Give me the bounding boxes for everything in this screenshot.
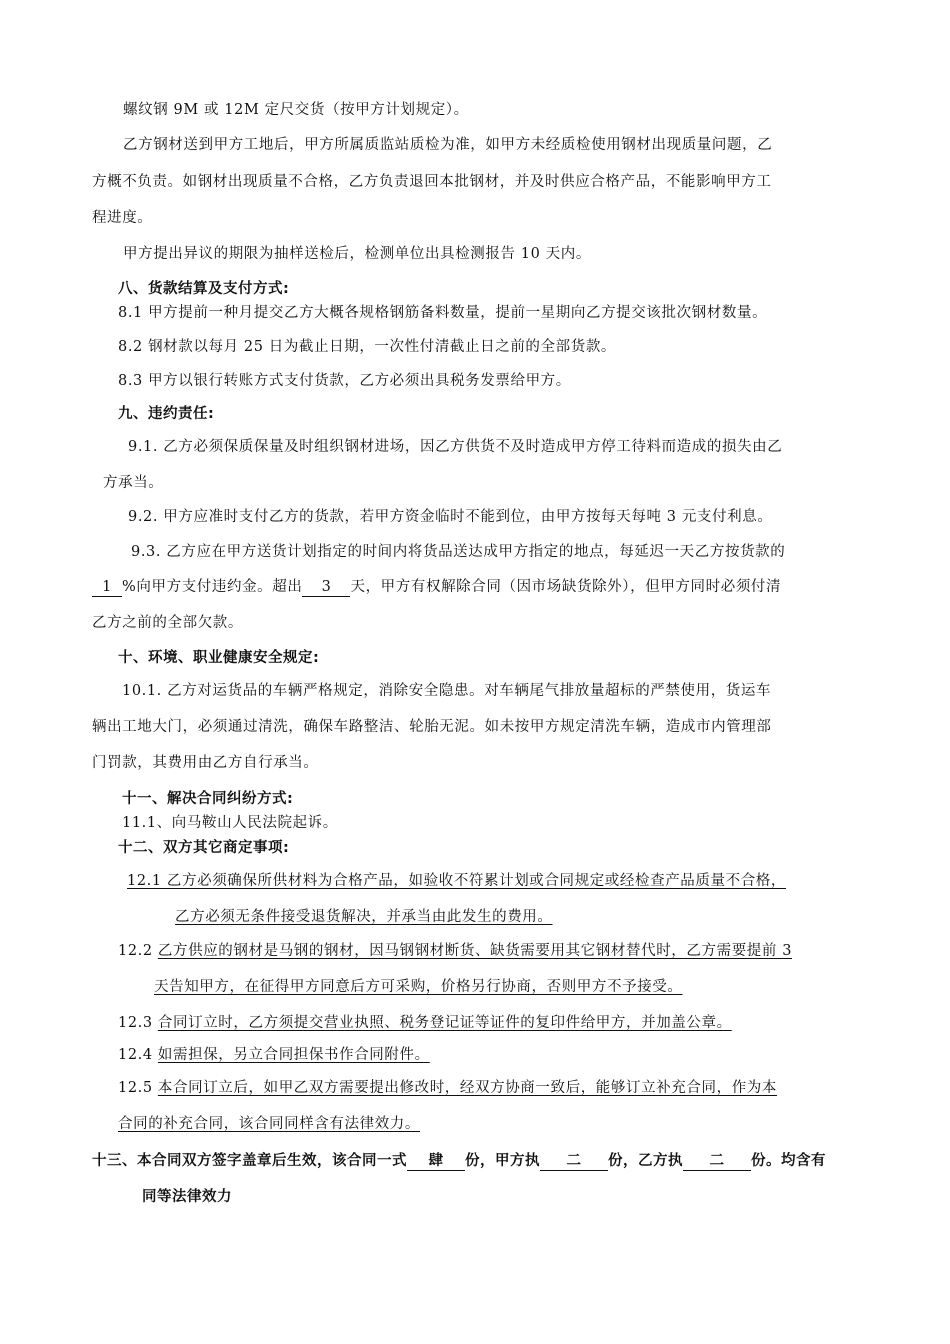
section-heading-10: 十、环境、职业健康安全规定: — [118, 650, 320, 666]
clause-8-2: 8.2 钢材款以每月 25 日为截止日期，一次性付清截止日之前的全部货款。 — [118, 339, 617, 355]
section-heading-9: 九、违约责任: — [118, 406, 215, 422]
line-rebar-length: 螺纹钢 9M 或 12M 定尺交货（按甲方计划规定）。 — [123, 102, 469, 118]
penalty-text: %向甲方支付违约金。超出 — [122, 579, 303, 595]
clause-12-5-number: 12.5 — [118, 1080, 158, 1096]
clause-12-5-line1 — [118, 1078, 777, 1098]
termination-text: 天，甲方有权解除合同（因市场缺货除外），但甲方同时必须付清 — [350, 579, 782, 595]
section-13-text-c: 份，乙方执 — [608, 1153, 683, 1169]
clause-8-1: 8.1 甲方提前一种月提交乙方大概各规格钢筋备料数量，提前一星期向乙方提交该批次钢材数量。 — [118, 305, 768, 321]
copies-party-b-blank: 二 — [683, 1153, 751, 1171]
clause-12-2-text: 乙方供应的钢材是马钢的钢材，因马钢钢材断货、缺货需要用其它钢材替代时，乙方需要提前 3 — [157, 943, 793, 959]
clause-9-1-line2: 方承当。 — [103, 475, 164, 491]
section-13-line2: 同等法律效力 — [142, 1189, 232, 1205]
clause-9-3-line3: 乙方之前的全部欠款。 — [92, 615, 243, 631]
clause-10-1-line1: 10.1. 乙方对运货品的车辆严格规定，消除安全隐患。对车辆尾气排放量超标的严禁使用，货运车 — [122, 683, 772, 699]
section-heading-12: 十二、双方其它商定事项: — [118, 840, 290, 856]
clause-8-3: 8.3 甲方以银行转账方式支付货款，乙方必须出具税务发票给甲方。 — [118, 373, 571, 389]
clause-12-2-number: 12.2 — [118, 943, 158, 959]
copies-total-blank: 肆 — [407, 1153, 465, 1171]
clause-10-1-line3: 门罚款，其费用由乙方自行承当。 — [92, 755, 319, 771]
clause-10-1-line2: 辆出工地大门，必须通过清洗，确保车路整洁、轮胎无泥。如未按甲方规定清洗车辆，造成市内管理部 — [92, 719, 772, 735]
clause-12-3 — [118, 1013, 732, 1033]
section-13-text-b: 份，甲方执 — [465, 1153, 540, 1169]
section-13-text-a: 十三、本合同双方签字盖章后生效，该合同一式 — [92, 1153, 407, 1169]
line-objection-period: 甲方提出异议的期限为抽样送检后，检测单位出具检测报告 10 天内。 — [123, 246, 591, 262]
section-13-line1 — [92, 1151, 826, 1171]
clause-12-4 — [118, 1045, 430, 1065]
clause-12-3-number: 12.3 — [118, 1015, 158, 1031]
section-heading-8: 八、货款结算及支付方式: — [118, 281, 290, 297]
clause-9-2: 9.2. 甲方应准时支付乙方的货款，若甲方资金临时不能到位，由甲方按每天每吨 3 元支付利息。 — [128, 509, 773, 525]
penalty-rate-blank: 1 — [92, 579, 122, 597]
section-heading-11: 十一、解决合同纠纷方式: — [122, 791, 294, 807]
clause-12-4-number: 12.4 — [118, 1047, 158, 1063]
line-quality-2: 方概不负责。如钢材出现质量不合格，乙方负责退回本批钢材，并及时供应合格产品，不能影响甲方工 — [92, 174, 772, 190]
clause-12-1-line2: 乙方必须无条件接受退货解决，并承当由此发生的费用。 — [175, 909, 553, 925]
clause-12-2-line1 — [118, 941, 792, 961]
clause-12-5-text: 本合同订立后，如甲乙双方需要提出修改时，经双方协商一致后，能够订立补充合同，作为本 — [157, 1080, 778, 1096]
overdue-days-blank: 3 — [302, 579, 350, 597]
clause-12-2-line2: 天告知甲方，在征得甲方同意后方可采购，价格另行协商，否则甲方不予接受。 — [154, 979, 683, 995]
section-13-text-d: 份。均含有 — [751, 1153, 826, 1169]
clause-12-3-text: 合同订立时，乙方须提交营业执照、税务登记证等证件的复印件给甲方，并加盖公章。 — [157, 1015, 732, 1031]
line-quality-1: 乙方钢材送到甲方工地后，甲方所属质监站质检为准，如甲方未经质检使用钢材出现质量问题，乙 — [123, 137, 773, 153]
clause-12-5-line2: 合同的补充合同，该合同同样含有法律效力。 — [118, 1116, 420, 1132]
clause-11-1: 11.1、向马鞍山人民法院起诉。 — [122, 815, 338, 831]
clause-9-1-line1: 9.1. 乙方必须保质保量及时组织钢材进场，因乙方供货不及时造成甲方停工待料而造成的损失由乙 — [128, 439, 783, 455]
clause-12-1-line1: 12.1 乙方必须确保所供材料为合格产品，如验收不符累计划或合同规定或经检查产品质量不合格， — [127, 873, 786, 889]
line-quality-3: 程进度。 — [92, 210, 153, 226]
clause-9-3-line1: 9.3. 乙方应在甲方送货计划指定的时间内将货品送达成甲方指定的地点，每延迟一天乙方按货款的 — [131, 544, 786, 560]
copies-party-a-blank: 二 — [540, 1153, 608, 1171]
clause-12-4-text: 如需担保，另立合同担保书作合同附件。 — [157, 1047, 430, 1063]
clause-9-3-line2 — [92, 577, 781, 597]
